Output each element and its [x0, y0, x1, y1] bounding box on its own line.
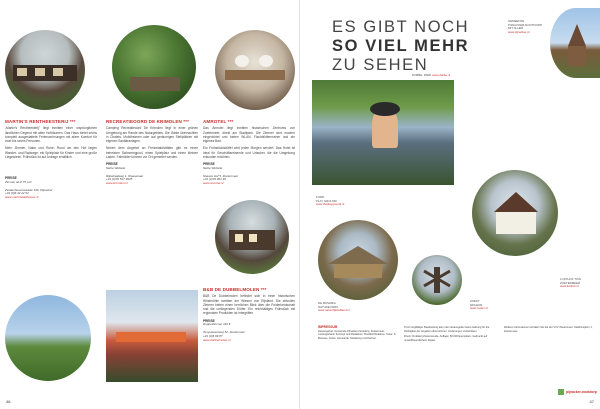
krimolen-prices-label: PREISE [106, 162, 118, 167]
church-photo [550, 8, 600, 78]
krimolen-title: RECREATIEOORD DE KRIMOLEN *** [106, 119, 189, 124]
krimolen-address: Rijkstraatweg 1, Wassenaar [106, 173, 144, 178]
mill-photo [412, 255, 462, 305]
dubbelmolen-photo [215, 200, 289, 274]
martins-prices: Zimmer ab € 75 p.P. [5, 179, 32, 184]
krimolen-body-1: Camping Recreatieoord De Krimolen liegt in einer grünen Umgebung am Rande des Naturgebiets. Die Gäste übernachten in Chalets, Mobilheimen oder auf geräumigen Stellplätzen mit eigenen Sanitäranlagen. [106, 126, 198, 144]
imprint-text-1: Herausgeber: Gemeinde Pijnacker-Nootdorp, Zoetermeer, Lansingerland. Konzept und Redaktion: Roodbol Reklame. Texte: S. Brussee. Fotos: Gemeinde, Marketing und Partner. [318, 329, 397, 340]
amrotel-web-link[interactable]: www.amrotel.nl [203, 181, 224, 186]
martins-body-1: „Martin's Rentheesterij" liegt inmitten einer ursprünglichen ländlichen Gegend mit alten Hofbäumen. Das Haus bietet sechs komplett ausgestattete Ferienwohnungen mit allem Komfort für zwei bis sechs Personen. [5, 126, 97, 144]
krimolen-prices: Siehe Website [106, 165, 126, 170]
dubbelmolen-article [203, 288, 295, 343]
tuinhuis-caption-line2: ZOETERMEER [560, 280, 581, 285]
dubbelmolen-phone: +31 (0)6 ## 87 [203, 333, 223, 338]
tuinhuis-caption-line1: LUSTHOF TUIN [560, 277, 581, 281]
imprint-title: IMPRESSUM [318, 325, 338, 329]
tuinhuis-caption-web[interactable]: www.lusthof.nl [560, 284, 579, 289]
amrotel-prices: Siehe Website [203, 165, 223, 170]
amrotel-phone: +31 (0)79 361 93 [203, 177, 226, 182]
right-page [300, 0, 600, 409]
left-page-number: 46 [6, 399, 11, 404]
amrotel-title: AMROTEL *** [203, 119, 234, 124]
spread-heading [332, 18, 469, 75]
amrotel-address: Nieuwe Hof 5, Zoetermeer [203, 173, 239, 178]
dubbelmolen-terrace-photo [106, 290, 198, 382]
amrotel-body-1: Das Amrotel liegt inmitten historischen Zentrums von Zoetermeer, direkt am Stadtpark. Die Zimmer sind modern eingerichtet und bieten WLAN, Flachbildfernseher und ein eigenes Bad. [203, 126, 295, 144]
martins-body-2: Mehr Zimmer, Natur und Ruhe: Rund um den Hof liegen Wander- und Radwege, ein Spielplatz für Kinder und eine große Liegewiese. Frühstück ist auf Anfrage erhältlich. [5, 146, 97, 160]
dobbe-caption-line1: DOBBE, PARK [412, 73, 432, 77]
kids-caption [316, 196, 344, 207]
dubbelmolen-prices: Doppelzimmer 110 € [203, 322, 231, 327]
martins-photo [5, 30, 85, 110]
imprint-col-2 [404, 326, 492, 342]
mill-caption-line1: ZOEKT [470, 299, 480, 303]
hut-photo [318, 220, 398, 300]
martins-phone: +31 (0)6 42 22 52 [5, 191, 29, 196]
amrotel-photo [215, 30, 295, 110]
dubbelmolen-address: Tenyssteenweg 52, Zoetermeer [203, 329, 246, 334]
mill-caption-line2: MOLENS [470, 302, 483, 307]
brand-name: pijnacker-nootdorp [565, 389, 597, 394]
krimolen-photo [112, 25, 196, 109]
mill-caption [470, 300, 488, 311]
dubbelmolen-prices-label: PREISE [203, 318, 215, 323]
church-caption-web[interactable]: www.pijnacker.nl [508, 29, 530, 34]
krimolen-body-2: Neben dem Angebot an Freizeitaktivitäten gibt es einen beheizten Swimmingpool, einen Spielplatz und einen kleinen Laden. Fahrräder können vor Ort gemietet werden. [106, 146, 198, 160]
heading-line-3: ZU SEHEN [332, 56, 429, 74]
kids-caption-web[interactable]: www.theplayground.nl [316, 202, 345, 207]
imprint-text-2: Trotz sorgfältiger Bearbeitung kann der Herausgeber keine Haftung für die Richtigkeit der Angaben übernehmen. Änderungen vorbehalten. [404, 326, 490, 333]
church-caption-line3: MIT ALLEM [508, 26, 524, 31]
krimolen-phone: +31 (0)70 517 9945 [106, 177, 133, 182]
martins-address: Zestienhovensekade 160, Pijnacker [5, 187, 53, 192]
dubbelmolen-title: B&B DE DUBBELMOLEN *** [203, 287, 267, 292]
krimolen-article [106, 120, 198, 186]
brand-logo-mark [558, 389, 564, 395]
brand-logo [558, 389, 597, 395]
dubbelmolen-web-link[interactable]: www.dubbelmolen.nl [203, 337, 231, 342]
dubbelmolen-field-photo [5, 295, 91, 381]
dobbe-caption-web[interactable]: www.dobbe.nl [432, 73, 451, 77]
kids-caption-line2: PLAY GROUND [316, 198, 337, 203]
hut-caption-line2: NATURE PARK [318, 304, 339, 309]
imprint-text-3: Druck: Drukkerij Zoeterwoude. Auflage: 50.000 Exemplare. Gedruckt auf umweltfreundlichem Papier. [404, 335, 488, 342]
hut-caption [318, 302, 350, 313]
tuinhuis-caption [560, 278, 581, 289]
martins-article [5, 120, 97, 200]
amrotel-article [203, 120, 295, 186]
amrotel-prices-label: PREISE [203, 162, 215, 167]
martins-prices-label: PREISE [5, 176, 17, 181]
kids-playground-photo [312, 80, 454, 185]
church-caption-line1: GEMEENTE [508, 19, 525, 23]
dobbe-caption [412, 74, 450, 78]
imprint-text-4: Weitere Informationen erhalten Sie bei der VVV Zoetermeer, Stadhuisplein 1, Zoetermeer. [504, 326, 593, 333]
tuinhuis-photo [472, 170, 558, 256]
martins-web-link[interactable]: www.martinsbadhoeve.nl [5, 195, 39, 200]
mill-caption-web[interactable]: www.molen.nl [470, 306, 488, 311]
church-caption-line2: PIJNACKER-NOOTDORP [508, 22, 542, 27]
hut-caption-web[interactable]: www.natuurlijkdelfland.nl [318, 308, 350, 313]
heading-line-1: ES GIBT NOCH [332, 18, 470, 36]
hut-caption-line1: DE BOSWEG [318, 301, 336, 305]
heading-line-2: SO VIEL MEHR [332, 37, 470, 55]
right-page-number: 47 [589, 399, 594, 404]
dubbelmolen-body-1: B&B De Dubbelmolen befindet sich in einer historischen Windmühle inmitten der Wiesen von Rijnland. Die stilvollen Zimmer bieten einen herrlichen Blick über die Polderlandschaft und die umliegenden Dörfer. Ein reichhaltiges Frühstück mit regionalen Produkten ist inbegriffen. [203, 294, 295, 316]
amrotel-body-2: Ein Frühstücksbüffet wird jeden Morgen serviert. Das Hotel ist ideal für Geschäftsreisende und Urlauber, die die Umgebung erkunden möchten. [203, 146, 295, 160]
kids-caption-line1: FORD [316, 195, 325, 199]
krimolen-web-link[interactable]: www.krimolen.nl [106, 181, 128, 186]
church-caption [508, 20, 548, 34]
martins-title: MARTIN'S RENTHEESTERIJ *** [5, 119, 76, 124]
imprint-col-1 [318, 326, 398, 340]
imprint-col-3 [504, 326, 594, 333]
